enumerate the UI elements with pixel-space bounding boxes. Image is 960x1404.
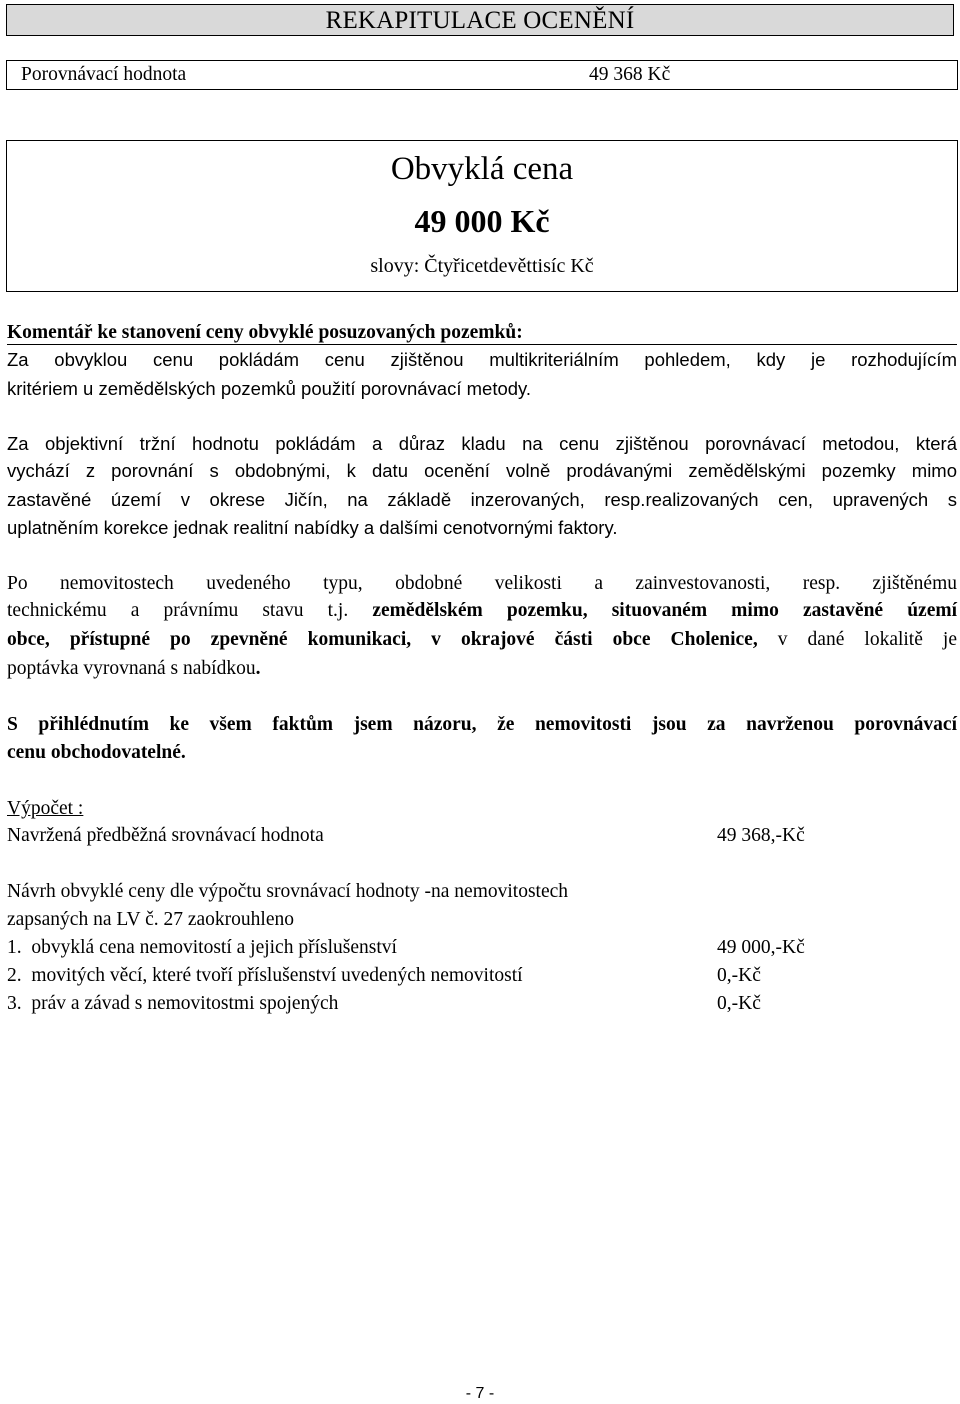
comment-paragraph-3-line-1: Po nemovitostech uvedeného typu, obdobné velikosti a zainvestovanosti, resp. zjištěnému (7, 573, 957, 594)
page-number: - 7 - (465, 1385, 495, 1402)
comment-paragraph-3-line-2-part-b: zemědělském pozemku, situovaném mimo zastavěné území (372, 600, 958, 621)
comment-paragraph-2-line-2: vychází z porovnání s obdobnými, k datu ocenění volně prodávanými zemědělskými pozemky mimo (7, 460, 957, 481)
calculation-item-value: 49 000,-Kč (717, 937, 805, 958)
usual-price-in-words: slovy: Čtyřicetdevěttisíc Kč (370, 255, 594, 277)
comment-paragraph-3-line-4-part-a: poptávka vyrovnaná s nabídkou (7, 658, 256, 679)
comment-paragraph-2-line-1: Za objektivní tržní hodnotu pokládám a důraz kladu na cenu zjištěnou porovnávací metodou, která (7, 433, 957, 454)
usual-price-box (6, 140, 958, 292)
calculation-item-label: 1. obvyklá cena nemovitostí a jejich příslušenství (7, 937, 397, 958)
calculation-item-label: 3. práv a závad s nemovitostmi spojených (7, 993, 339, 1014)
comment-paragraph-3-line-3-part-a: obce, přístupné po zpevněné komunikaci, v okrajové části obce Cholenice, (7, 629, 758, 650)
comment-paragraph-2-line-3-part-b: realizovaných cen, upravených s (645, 489, 957, 510)
calculation-heading: Výpočet : (7, 798, 84, 819)
comment-paragraph-2-line-4: uplatněním korekce jednak realitní nabídky a dalšími cenotvornými faktory. (7, 517, 618, 538)
comment-heading: Komentář ke stanovení ceny obvyklé posuzovaných pozemků: (7, 320, 957, 345)
comment-paragraph-3-line-3 (7, 626, 957, 653)
comparison-value-box (6, 60, 958, 90)
comment-paragraph-3-line-4 (7, 655, 260, 682)
comment-paragraph-4-line-1: S přihlédnutím ke všem faktům jsem názoru, že nemovitosti jsou za navrženou porovnávací (7, 714, 957, 735)
comment-paragraph-3-line-3-part-b: v dané lokalitě je (777, 629, 957, 650)
comment-paragraph-3-line-2 (7, 597, 957, 624)
calculation-item-value: 0,-Kč (717, 993, 761, 1014)
comment-paragraph-2-line-3 (7, 486, 957, 513)
usual-price-value: 49 000 Kč (414, 203, 550, 239)
comment-paragraph-2-line-3-part-a: zastavěné území v okrese Jičín, na základě inzerovaných, resp. (7, 489, 646, 510)
usual-price-title: Obvyklá cena (390, 151, 574, 187)
comment-paragraph-4-line-2: cenu obchodovatelné. (7, 742, 186, 763)
proposed-value-label: Navržená předběžná srovnávací hodnota (7, 825, 324, 846)
comment-paragraph-1-line-2: kritériem u zemědělských pozemků použití porovnávací metody. (7, 378, 532, 399)
recapitulation-title: REKAPITULACE OCENĚNÍ (6, 4, 954, 36)
comment-paragraph-3-line-2-part-a: technickému a právnímu stavu t.j. (7, 600, 349, 621)
proposal-line-1: Návrh obvyklé ceny dle výpočtu srovnávací hodnoty -na nemovitostech (7, 881, 569, 902)
comparison-label: Porovnávací hodnota (21, 64, 187, 85)
comment-paragraph-3-line-4-part-b: . (255, 658, 261, 679)
proposal-line-2: zapsaných na LV č. 27 zaokrouhleno (7, 909, 294, 930)
comment-paragraph-1-line-1: Za obvyklou cenu pokládám cenu zjištěnou multikriteriálním pohledem, kdy je rozhodujícím (7, 349, 957, 370)
calculation-item-label: 2. movitých věcí, které tvoří příslušenství uvedených nemovitostí (7, 965, 523, 986)
comparison-value: 49 368 Kč (589, 64, 671, 85)
proposed-value-amount: 49 368,-Kč (717, 825, 805, 846)
calculation-item-value: 0,-Kč (717, 965, 761, 986)
